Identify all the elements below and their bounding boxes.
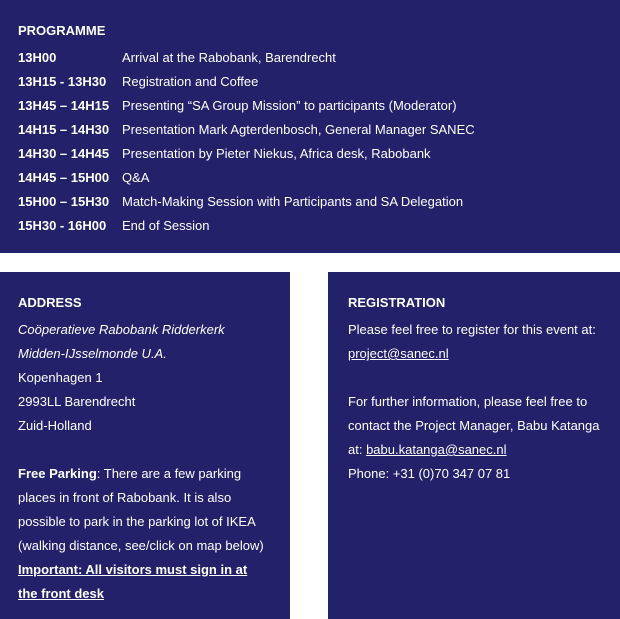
programme-time: 14H30 – 14H45	[18, 146, 110, 161]
programme-row	[18, 46, 620, 70]
programme-heading: PROGRAMME	[18, 23, 106, 38]
street-address: Kopenhagen 1	[18, 370, 103, 385]
postal-city: 2993LL Barendrecht	[18, 394, 136, 409]
register-email-link[interactable]: project@sanec.nl	[348, 346, 449, 361]
address-panel	[0, 272, 290, 619]
registration-panel	[328, 272, 620, 619]
programme-row	[18, 214, 620, 238]
programme-desc: Presentation by Pieter Niekus, Africa desk, Rabobank	[122, 146, 431, 161]
programme-row	[18, 166, 620, 190]
programme-time: 15H00 – 15H30	[18, 194, 110, 209]
phone-number: Phone: +31 (0)70 347 07 81	[348, 466, 511, 481]
programme-row	[18, 118, 620, 142]
bank-name-line1: Coöperatieve Rabobank Ridderkerk	[18, 322, 225, 337]
province: Zuid-Holland	[18, 418, 92, 433]
programme-time: 14H15 – 14H30	[18, 122, 110, 137]
info-text: For further information, please feel free to	[348, 394, 588, 409]
parking-text: : There are a few parking	[96, 466, 242, 481]
address-heading: ADDRESS	[18, 295, 82, 310]
parking-text: (walking distance, see/click on map below)	[18, 538, 264, 553]
programme-time: 13H15 - 13H30	[18, 74, 107, 89]
programme-desc: End of Session	[122, 218, 210, 233]
contact-email-line	[348, 438, 620, 462]
programme-row	[18, 94, 620, 118]
contact-email-link[interactable]: babu.katanga@sanec.nl	[366, 442, 507, 457]
parking-line	[18, 462, 290, 486]
programme-desc: Q&A	[122, 170, 150, 185]
programme-desc: Arrival at the Rabobank, Barendrecht	[122, 50, 336, 65]
programme-list	[18, 46, 620, 238]
programme-desc: Presentation Mark Agterdenbosch, General Manager SANEC	[122, 122, 475, 137]
programme-panel	[0, 0, 620, 253]
info-text: contact the Project Manager, Babu Katanga	[348, 418, 600, 433]
programme-time: 14H45 – 15H00	[18, 170, 110, 185]
spacer	[18, 438, 290, 462]
registration-intro: Please feel free to register for this event at:	[348, 322, 596, 337]
programme-row	[18, 190, 620, 214]
important-notice: the front desk	[18, 586, 104, 601]
programme-time: 13H00	[18, 50, 57, 65]
parking-text: places in front of Rabobank. It is also	[18, 490, 232, 505]
programme-row	[18, 70, 620, 94]
programme-row	[18, 142, 620, 166]
programme-desc: Registration and Coffee	[122, 74, 259, 89]
registration-heading: REGISTRATION	[348, 295, 446, 310]
spacer	[348, 366, 620, 390]
programme-desc: Match-Making Session with Participants and SA Delegation	[122, 194, 464, 209]
parking-text: possible to park in the parking lot of IKEA	[18, 514, 256, 529]
programme-desc: Presenting “SA Group Mission” to participants (Moderator)	[122, 98, 457, 113]
parking-label: Free Parking	[18, 466, 97, 481]
at-label: at:	[348, 442, 367, 457]
important-notice: Important: All visitors must sign in at	[18, 562, 248, 577]
programme-time: 13H45 – 14H15	[18, 98, 110, 113]
programme-time: 15H30 - 16H00	[18, 218, 107, 233]
bank-name-line2: Midden-IJsselmonde U.A.	[18, 346, 167, 361]
